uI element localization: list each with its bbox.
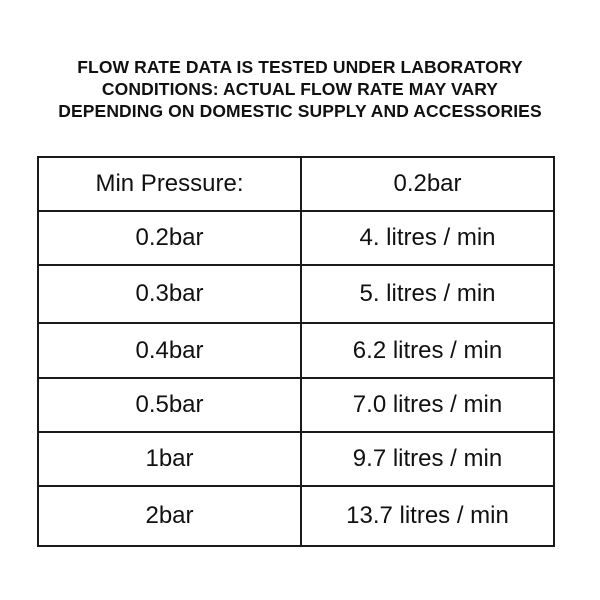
- pressure-cell: 0.5bar: [38, 378, 301, 432]
- disclaimer-line-1: FLOW RATE DATA IS TESTED UNDER LABORATORY: [77, 57, 523, 77]
- table-row: [38, 157, 554, 211]
- pressure-cell: 0.4bar: [38, 323, 301, 378]
- disclaimer-line-3: DEPENDING ON DOMESTIC SUPPLY AND ACCESSORIES: [58, 101, 542, 121]
- pressure-cell: 0.3bar: [38, 265, 301, 323]
- flow-rate-table: [37, 156, 555, 547]
- table-row: [38, 378, 554, 432]
- table-row: [38, 211, 554, 265]
- flow-rate-cell: 0.2bar: [301, 157, 554, 211]
- table-row: [38, 432, 554, 486]
- disclaimer-line-2: CONDITIONS: ACTUAL FLOW RATE MAY VARY: [101, 79, 499, 99]
- flow-rate-cell: 6.2 litres / min: [301, 323, 554, 378]
- pressure-cell: 0.2bar: [38, 211, 301, 265]
- pressure-cell: 1bar: [38, 432, 301, 486]
- flow-rate-cell: 9.7 litres / min: [301, 432, 554, 486]
- flow-rate-cell: 5. litres / min: [301, 265, 554, 323]
- pressure-cell: 2bar: [38, 486, 301, 546]
- flow-rate-cell: 13.7 litres / min: [301, 486, 554, 546]
- flow-rate-cell: 4. litres / min: [301, 211, 554, 265]
- pressure-cell: Min Pressure:: [38, 157, 301, 211]
- table-row: [38, 265, 554, 323]
- flow-rate-cell: 7.0 litres / min: [301, 378, 554, 432]
- table-row: [38, 486, 554, 546]
- table-row: [38, 323, 554, 378]
- flow-rate-disclaimer: [0, 56, 600, 122]
